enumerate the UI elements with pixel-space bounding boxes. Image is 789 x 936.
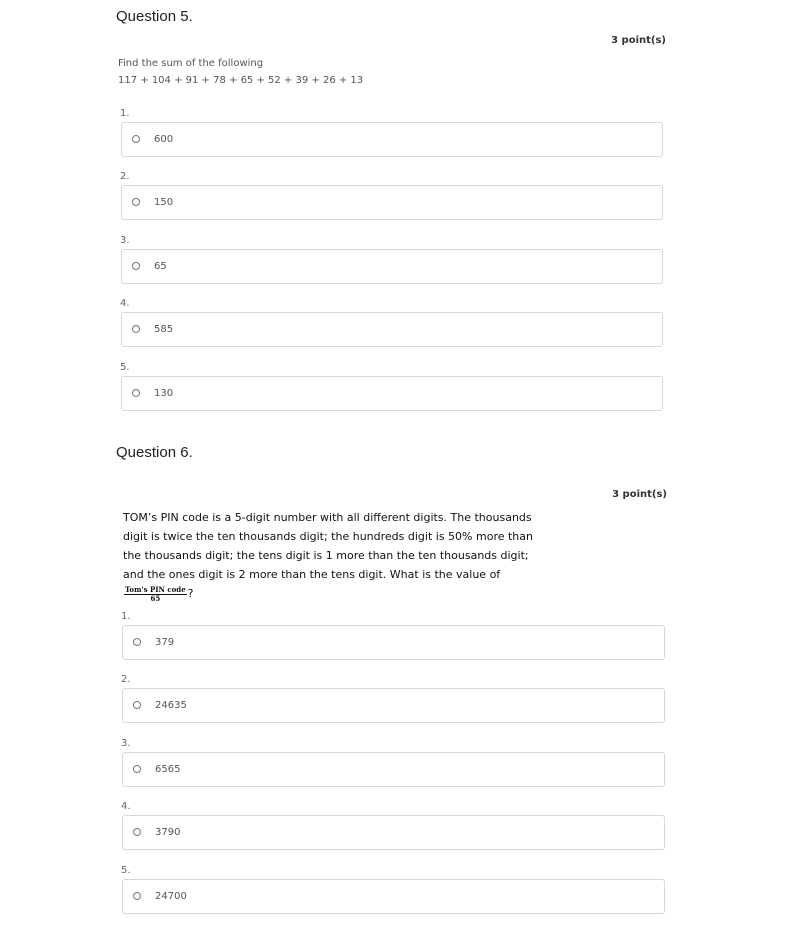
q5-option-4-number: 4. xyxy=(120,298,130,309)
radio-button[interactable] xyxy=(133,892,141,900)
fraction-numerator: Tom's PIN code xyxy=(125,584,186,594)
question-5-prompt-line-2: 117 + 104 + 91 + 78 + 65 + 52 + 39 + 26 + 13 xyxy=(118,75,364,86)
question-6-prompt-text: TOM’s PIN code is a 5-digit number with all different digits. The thousands digit is twice the ten thousands digit; the hundreds digit is 50% more than the thousands digit; the tens digit is 1 more than the ten thousands digit; and the ones digit is 2 more than the tens digit. What is the value of xyxy=(123,511,533,581)
q5-option-4[interactable] xyxy=(121,312,663,347)
q5-option-2[interactable] xyxy=(121,185,663,220)
q6-option-2[interactable] xyxy=(122,688,665,723)
question-6-prompt-end: ? xyxy=(187,587,194,600)
radio-button[interactable] xyxy=(133,638,141,646)
q5-option-2-number: 2. xyxy=(120,171,130,182)
q6-option-5[interactable] xyxy=(122,879,665,914)
q6-option-3[interactable] xyxy=(122,752,665,787)
q5-option-3-number: 3. xyxy=(120,235,130,246)
radio-button[interactable] xyxy=(132,389,140,397)
question-6-title: Question 6. xyxy=(116,444,193,461)
question-6-prompt xyxy=(123,508,543,603)
radio-button[interactable] xyxy=(132,262,140,270)
q5-option-5-number: 5. xyxy=(120,362,130,373)
fraction-denominator: 65 xyxy=(150,593,161,603)
radio-button[interactable] xyxy=(133,765,141,773)
q6-option-4-label: 3790 xyxy=(155,827,181,838)
question-5-prompt-line-1: Find the sum of the following xyxy=(118,58,264,69)
q5-option-1[interactable] xyxy=(121,122,663,157)
radio-button[interactable] xyxy=(133,701,141,709)
q6-option-1-number: 1. xyxy=(121,611,131,622)
question-5-title: Question 5. xyxy=(116,8,193,25)
q6-option-3-number: 3. xyxy=(121,738,131,749)
q5-option-3-label: 65 xyxy=(154,261,167,272)
q6-option-5-label: 24700 xyxy=(155,891,187,902)
q5-option-2-label: 150 xyxy=(154,197,174,208)
q6-option-4-number: 4. xyxy=(121,801,131,812)
radio-button[interactable] xyxy=(133,828,141,836)
q6-option-5-number: 5. xyxy=(121,865,131,876)
q5-option-5-label: 130 xyxy=(154,388,174,399)
q5-option-5[interactable] xyxy=(121,376,663,411)
q6-option-2-label: 24635 xyxy=(155,700,187,711)
radio-button[interactable] xyxy=(132,325,140,333)
q6-option-4[interactable] xyxy=(122,815,665,850)
q5-option-3[interactable] xyxy=(121,249,663,284)
fraction xyxy=(124,586,187,603)
question-5-points: 3 point(s) xyxy=(611,35,666,46)
q6-option-1[interactable] xyxy=(122,625,665,660)
q6-option-1-label: 379 xyxy=(155,637,175,648)
question-6-points: 3 point(s) xyxy=(612,489,667,500)
q5-option-1-number: 1. xyxy=(120,108,130,119)
q5-option-4-label: 585 xyxy=(154,324,174,335)
q6-option-2-number: 2. xyxy=(121,674,131,685)
radio-button[interactable] xyxy=(132,198,140,206)
radio-button[interactable] xyxy=(132,135,140,143)
q6-option-3-label: 6565 xyxy=(155,764,181,775)
q5-option-1-label: 600 xyxy=(154,134,174,145)
